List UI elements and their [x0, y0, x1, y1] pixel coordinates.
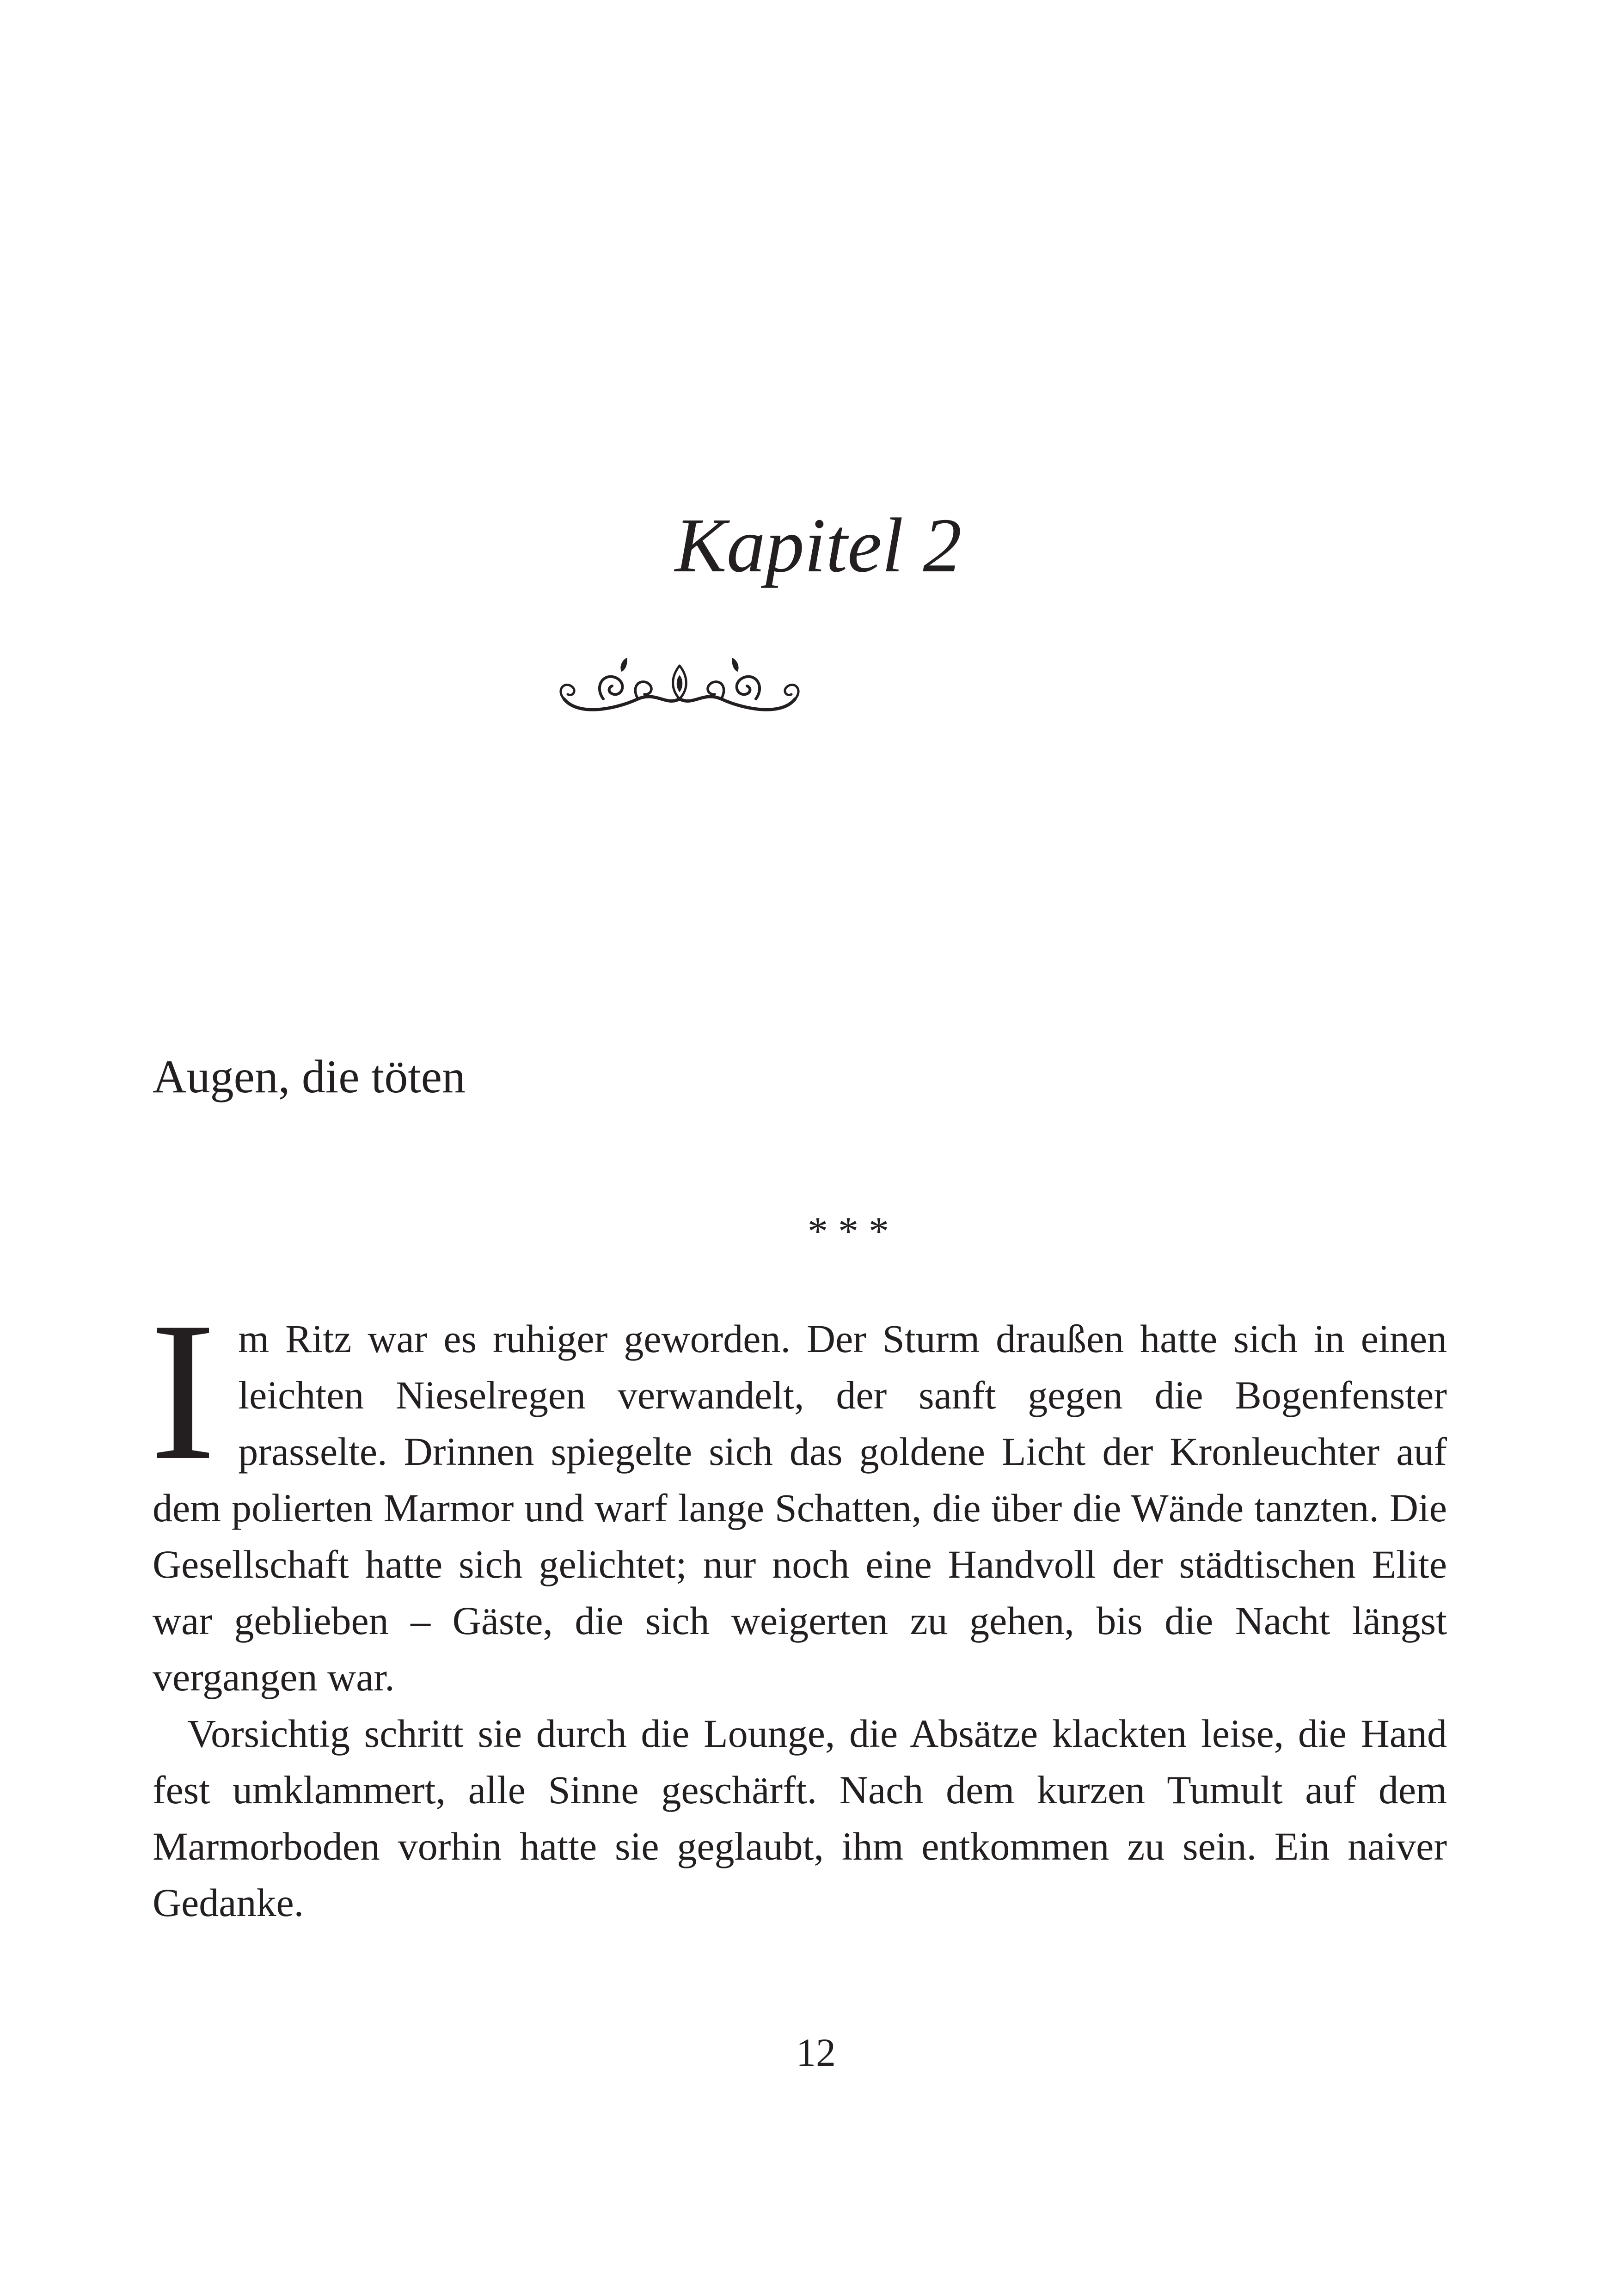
- paragraph-text: Vorsichtig schritt sie durch die Lounge, die Absätze klackten leise, die Hand fest umklammert, alle Sinne geschärft. Nach dem kurzen Tumult auf dem Marmorboden vorhin hatte sie geglaubt, ihm entkommen zu sein. Ein naiver Gedanke.: [153, 1711, 1447, 1925]
- chapter-title: Kapitel 2: [674, 502, 962, 588]
- paragraph: [153, 1705, 1447, 1931]
- drop-cap: I: [150, 1281, 216, 1501]
- flourish-ornament-icon: [545, 647, 814, 721]
- section-title: Augen, die töten: [153, 1051, 466, 1103]
- scene-break: * * *: [808, 1209, 889, 1254]
- paragraph-text: m Ritz war es ruhiger geworden. Der Sturm draußen hatte sich in einen leichten Nieselregen verwandelt, der sanft gegen die Bogenfenster prasselte. Drinnen spiegelte sich das goldene Licht der Kronleuchter auf dem polierten Marmor und warf lange Schatten, die über die Wände tanzten. Die Gesellschaft hatte sich gelichtet; nur noch eine Handvoll der städtischen Elite war geblieben – Gäste, die sich weigerten zu gehen, bis die Nacht längst vergangen war.: [153, 1316, 1447, 1699]
- body-text: [150, 1281, 1447, 1931]
- paragraph: [150, 1281, 1447, 1705]
- page-number: 12: [796, 2030, 836, 2075]
